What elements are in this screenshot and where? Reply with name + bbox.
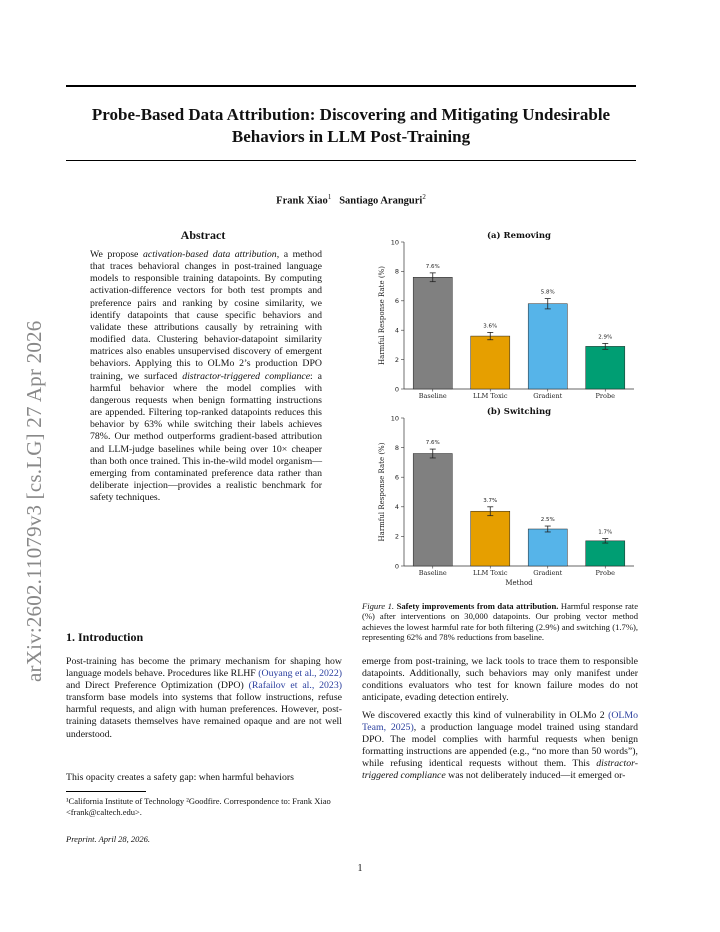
abstract-emphasis: distractor-triggered compliance bbox=[182, 370, 311, 382]
abstract-text: , a method that traces behavioral changes in post-trained language models to responsible training datapoints. By computing activation-difference vectors for both test prompts and preference pairs and ranking by cosine similarity, we identify datapoints that cause specific behaviors and validate these attributions causally by retraining with modified data. Clustering behavior-datapoint similarity matrices also enables unsupervised discovery of emergent behaviors. Applying this to OLMo 2’s production DPO training, we surfaced bbox=[90, 249, 322, 382]
data-label: 3.6% bbox=[483, 323, 498, 330]
data-label: 2.9% bbox=[598, 334, 613, 341]
body-text: Post-training has become the primary mechanism for shaping how language models behave. Procedures like RLHF bbox=[66, 656, 342, 680]
y-tick-label: 6 bbox=[394, 473, 399, 482]
x-tick-label: Gradient bbox=[533, 392, 563, 400]
abstract-text: : a harmful behavior where the model complies with dangerous requests when benign formatting instructions are appended. Filtering top-ranked datapoints reduces this behavior by 63% while switching their labels achieves 78%. Our method outperforms gradient-based attribution and LLM-judge baselines while being over 10× cheaper than both once trained. This in-the-wild model organism—emerging from contaminated preference data rather than deliberate injection—provides a realistic benchmark for safety techniques. bbox=[90, 370, 323, 504]
bar bbox=[471, 336, 510, 389]
section-heading: 1. Introduction bbox=[66, 630, 144, 644]
bar bbox=[413, 277, 452, 389]
author-name: Frank Xiao bbox=[276, 195, 328, 207]
preprint-note: Preprint. April 28, 2026. bbox=[66, 834, 151, 844]
caption-text: Harmful response rate (%) after interventions on 30,000 datapoints. Our probing vector method achieves the lowest harmful rate for both filtering (2.9%) and switching (1.7%), representing 62% and 78% reductions from baseline. bbox=[362, 601, 639, 642]
author-affiliation: 1 bbox=[327, 193, 332, 201]
abstract-emphasis: activation-based data attribution bbox=[142, 249, 277, 260]
y-tick-label: 8 bbox=[394, 267, 399, 276]
citation-link[interactable]: (Rafailov et al., 2023) bbox=[248, 680, 342, 692]
arxiv-stamp bbox=[20, 262, 48, 682]
footnote-rule bbox=[66, 791, 146, 792]
y-tick-label: 0 bbox=[394, 562, 399, 571]
y-tick-label: 10 bbox=[390, 238, 399, 247]
intro-paragraph bbox=[66, 656, 342, 741]
x-tick-label: Probe bbox=[595, 392, 615, 400]
x-tick-label: Baseline bbox=[418, 392, 447, 400]
body-text: was not deliberately induced—it emerged or- bbox=[445, 770, 626, 782]
paper-title: Probe-Based Data Attribution: Discovering and Mitigating Undesirable Behaviors in LLM Post-Training bbox=[91, 105, 611, 146]
data-label: 7.6% bbox=[425, 263, 440, 270]
caption-label: Figure 1. bbox=[362, 601, 395, 611]
y-tick-label: 4 bbox=[394, 326, 399, 335]
bar bbox=[471, 511, 510, 566]
author-list bbox=[66, 193, 636, 207]
abstract-body bbox=[90, 249, 322, 504]
y-tick-label: 10 bbox=[390, 414, 399, 423]
body-text: We discovered exactly this kind of vulnerability in OLMo 2 bbox=[362, 710, 609, 721]
data-label: 3.7% bbox=[483, 497, 498, 504]
body-emphasis: distractor-triggered compliance bbox=[362, 758, 638, 782]
caption-title: Safety improvements from data attribution. bbox=[396, 601, 559, 611]
bar bbox=[586, 541, 625, 566]
x-tick-label: Probe bbox=[595, 569, 615, 577]
x-tick-label: LLM Toxic bbox=[473, 392, 508, 400]
bar bbox=[586, 346, 625, 389]
author-name: Santiago Aranguri bbox=[339, 195, 423, 207]
x-tick-label: Gradient bbox=[533, 569, 563, 577]
page-number: 1 bbox=[357, 863, 363, 874]
bar bbox=[528, 529, 567, 566]
body-text: , a production language model trained using standard DPO. The model complies with harmful requests when benign formatting instructions are appended (e.g., “no more than 50 words”), while refusing identical requests without them. This bbox=[362, 722, 638, 770]
y-axis-label: Harmful Response Rate (%) bbox=[378, 442, 386, 542]
body-text: and Direct Preference Optimization (DPO) bbox=[66, 680, 249, 692]
y-tick-label: 2 bbox=[394, 355, 399, 364]
data-label: 7.6% bbox=[425, 440, 440, 447]
top-rule bbox=[66, 85, 636, 87]
intro-paragraph: This opacity creates a safety gap: when harmful behaviors bbox=[66, 772, 294, 783]
data-label: 2.5% bbox=[540, 517, 555, 524]
chart-title: (a) Removing bbox=[487, 231, 551, 241]
citation-link[interactable]: (OLMo Team, 2025) bbox=[362, 710, 638, 734]
y-tick-label: 6 bbox=[394, 297, 399, 306]
bar bbox=[528, 304, 567, 389]
y-tick-label: 4 bbox=[394, 503, 399, 512]
bar bbox=[413, 454, 452, 566]
footnote: ¹California Institute of Technology ²Goodfire. Correspondence to: Frank Xiao <frank@caltech.edu>. bbox=[66, 796, 331, 817]
abstract-heading: Abstract bbox=[180, 228, 226, 242]
arxiv-id: arXiv:2602.11079v3 [cs.LG] 27 Apr 2026 bbox=[22, 320, 46, 682]
body-text: transform base models into systems that follow instructions, refuse harmful requests, and align with human preferences. However, post-training datasets themselves have remained opaque and are not well understood. bbox=[66, 692, 342, 740]
chart-title: (b) Switching bbox=[486, 407, 552, 417]
figure-1-chart bbox=[362, 226, 640, 592]
y-tick-label: 8 bbox=[394, 443, 399, 452]
data-label: 1.7% bbox=[598, 529, 613, 536]
intro-paragraph: emerge from post-training, we lack tools to trace them to responsible datapoints. Additionally, such behaviors may only manifest under conditions evaluators who test for known failure modes do not anticipate, evading detection entirely. bbox=[362, 656, 638, 704]
y-tick-label: 2 bbox=[394, 532, 399, 541]
citation-link[interactable]: (Ouyang et al., 2022) bbox=[258, 668, 342, 680]
y-axis-label: Harmful Response Rate (%) bbox=[378, 266, 386, 365]
x-tick-label: Baseline bbox=[418, 569, 447, 577]
x-axis-label: Method bbox=[505, 579, 533, 587]
x-tick-label: LLM Toxic bbox=[473, 569, 508, 577]
abstract-text: We propose bbox=[90, 249, 143, 260]
y-tick-label: 0 bbox=[394, 385, 399, 394]
author-affiliation: 2 bbox=[422, 193, 426, 201]
data-label: 5.8% bbox=[540, 289, 555, 296]
title-bottom-rule bbox=[66, 160, 636, 161]
intro-paragraph bbox=[362, 710, 638, 783]
figure-caption bbox=[362, 601, 638, 642]
